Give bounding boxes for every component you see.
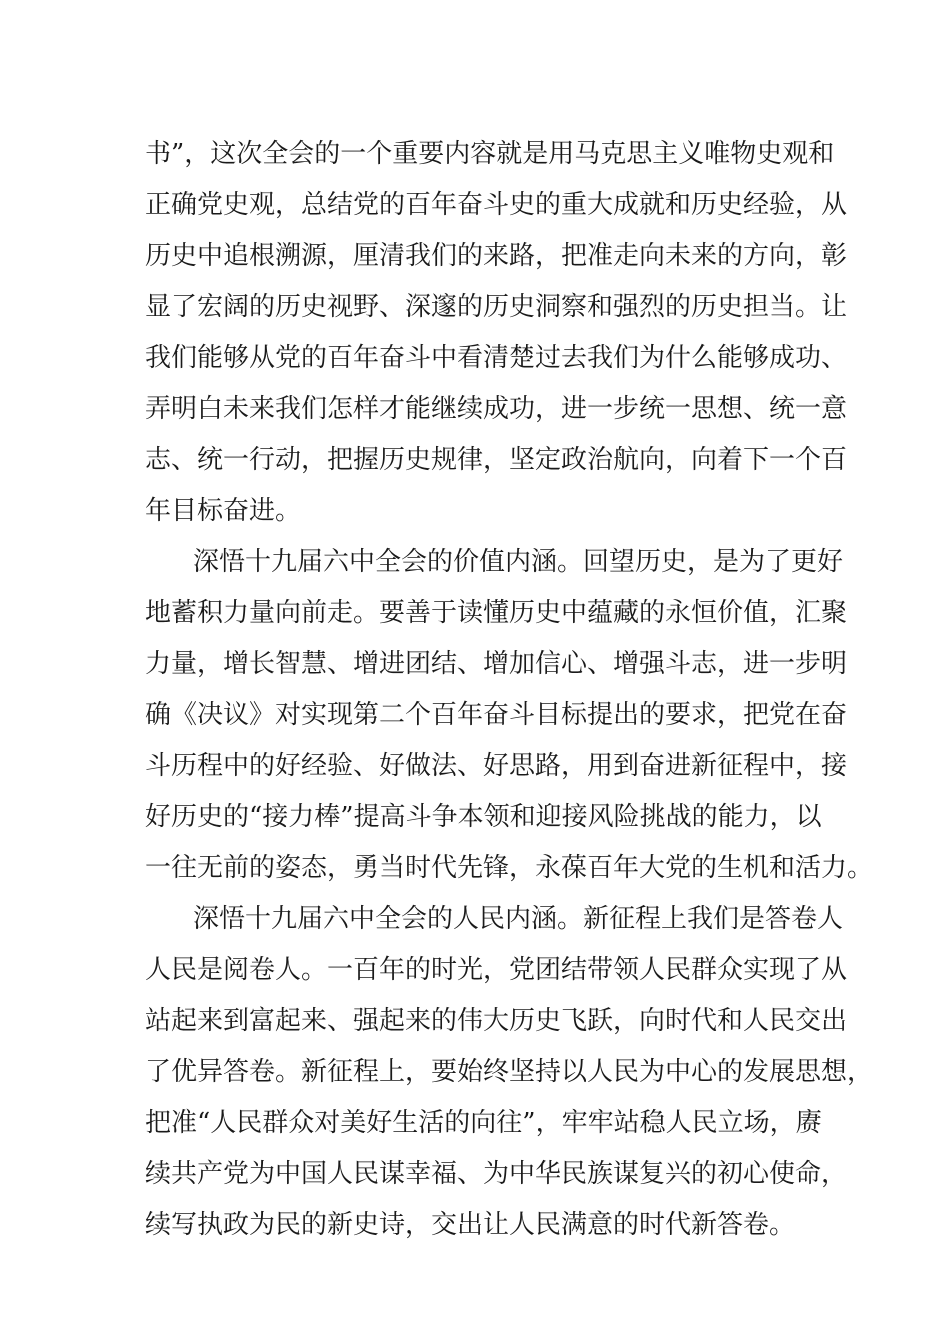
paragraph-1-line-7: 志、统一行动，把握历史规律，坚定政治航向，向着下一个百 [145, 445, 848, 475]
paragraph-1-line-3: 历史中追根溯源，厘清我们的来路，把准走向未来的方向，彰 [145, 241, 848, 271]
paragraph-3-line-5: 把准“人民群众对美好生活的向往”，牢牢站稳人民立场，赓 [145, 1108, 822, 1138]
paragraph-1-line-5: 我们能够从党的百年奋斗中看清楚过去我们为什么能够成功、 [145, 343, 848, 373]
paragraph-2-line-6: 好历史的“接力棒”提高斗争本领和迎接风险挑战的能力，以 [145, 802, 822, 832]
document-body [145, 129, 874, 1251]
paragraph-2-line-3: 力量，增长智慧、增进团结、增加信心、增强斗志，进一步明 [145, 649, 848, 679]
paragraph-2-line-1: 深悟十九届六中全会的价值内涵。回望历史，是为了更好 [193, 547, 844, 577]
paragraph-1-line-2: 正确党史观，总结党的百年奋斗史的重大成就和历史经验，从 [145, 190, 848, 220]
paragraph-3-line-6: 续共产党为中国人民谋幸福、为中华民族谋复兴的初心使命， [145, 1159, 848, 1189]
paragraph-3-line-4: 了优异答卷。新征程上，要始终坚持以人民为中心的发展思想， [145, 1057, 874, 1087]
paragraph-2-line-4: 确《决议》对实现第二个百年奋斗目标提出的要求，把党在奋 [145, 700, 848, 730]
paragraph-1-line-6: 弄明白未来我们怎样才能继续成功，进一步统一思想、统一意 [145, 394, 848, 424]
paragraph-1-line-8: 年目标奋进。 [145, 496, 302, 526]
paragraph-3-line-3: 站起来到富起来、强起来的伟大历史飞跃，向时代和人民交出 [145, 1006, 848, 1036]
paragraph-2-line-5: 斗历程中的好经验、好做法、好思路，用到奋进新征程中，接 [145, 751, 848, 781]
paragraph-2-line-7: 一往无前的姿态，勇当时代先锋，永葆百年大党的生机和活力。 [145, 853, 874, 883]
paragraph-3-line-1: 深悟十九届六中全会的人民内涵。新征程上我们是答卷人 [193, 904, 844, 934]
paragraph-3-line-7: 续写执政为民的新史诗，交出让人民满意的时代新答卷。 [145, 1210, 796, 1240]
paragraph-1-line-1: 书”，这次全会的一个重要内容就是用马克思主义唯物史观和 [145, 139, 835, 169]
paragraph-1-line-4: 显了宏阔的历史视野、深邃的历史洞察和强烈的历史担当。让 [145, 292, 848, 322]
paragraph-2-line-2: 地蓄积力量向前走。要善于读懂历史中蕴藏的永恒价值，汇聚 [145, 598, 848, 628]
paragraph-3-line-2: 人民是阅卷人。一百年的时光，党团结带领人民群众实现了从 [145, 955, 848, 985]
